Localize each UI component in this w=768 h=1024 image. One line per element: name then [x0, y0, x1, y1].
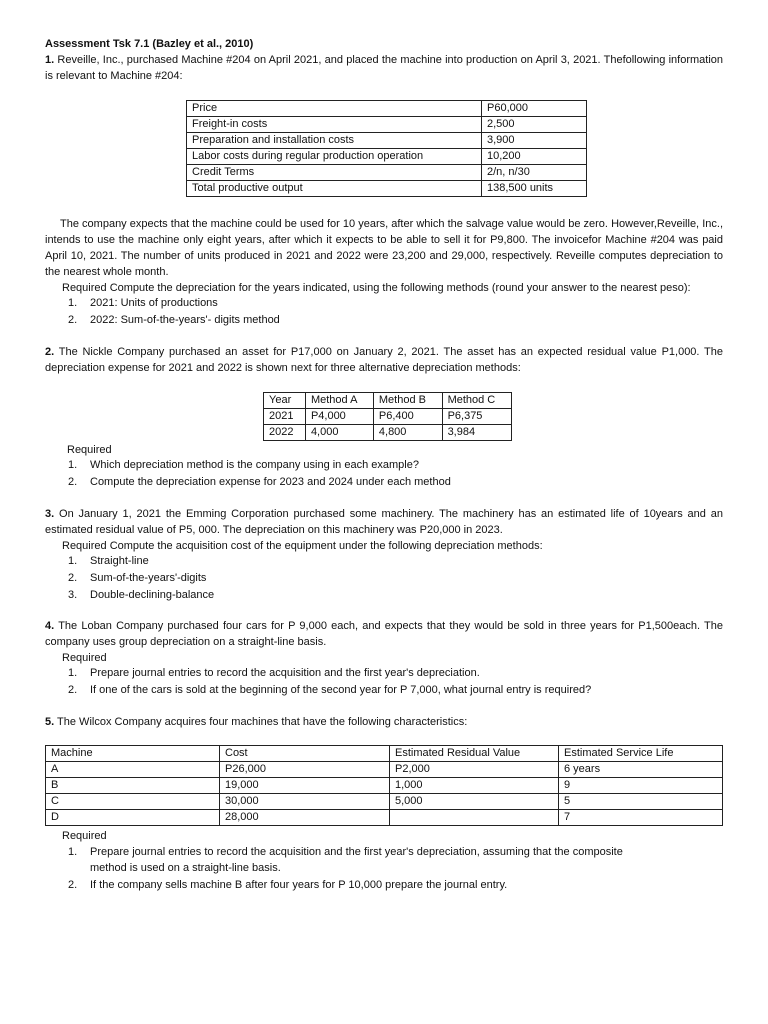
table-cell: P26,000 — [220, 762, 390, 778]
table-row — [46, 794, 723, 810]
q2-number: 2. — [45, 346, 55, 358]
q4-intro-text: The Loban Company purchased four cars for P 9,000 each, and expects that they would be sold in three years for P1,500each. The company uses group depreciation on a straight-line basis. — [45, 620, 724, 648]
table-cell: 3,984 — [442, 425, 511, 441]
table-cell: Total productive output — [187, 181, 482, 197]
table-cell: 9 — [559, 778, 723, 794]
table-row — [264, 393, 512, 409]
page-title: Assessment Tsk 7.1 (Bazley et al., 2010) — [45, 38, 254, 50]
table-header: Machine — [46, 746, 220, 762]
table-cell: 2/n, n/30 — [482, 165, 587, 181]
q2-intro-text: The Nickle Company purchased an asset for P17,000 on January 2, 2021. The asset has an expected residual value P1,000. The depreciation expense for 2021 and 2022 is shown next for three alternative depreciation methods: — [45, 346, 724, 374]
table-row — [46, 778, 723, 794]
q2-table — [263, 392, 512, 441]
q1-intro — [45, 52, 723, 84]
list-item: 1. Which depreciation method is the company using in each example? — [68, 459, 419, 471]
list-item: 2. If one of the cars is sold at the beginning of the second year for P 7,000, what journal entry is required? — [68, 684, 592, 696]
table-cell: A — [46, 762, 220, 778]
list-item: 1. 2021: Units of productions — [68, 297, 218, 309]
q1-list — [45, 295, 723, 329]
list-item: 3. Double-declining-balance — [68, 589, 215, 601]
table-cell: 2021 — [264, 409, 306, 425]
table-row — [46, 762, 723, 778]
q5-intro — [45, 714, 723, 730]
table-cell: P60,000 — [482, 101, 587, 117]
table-cell — [390, 810, 559, 826]
q5-list — [45, 844, 723, 894]
q2-list — [45, 457, 723, 491]
list-item: 1. Straight-line — [68, 555, 149, 567]
table-cell: D — [46, 810, 220, 826]
table-cell: P2,000 — [390, 762, 559, 778]
table-row — [46, 810, 723, 826]
table-cell: 5,000 — [390, 794, 559, 810]
table-cell: B — [46, 778, 220, 794]
table-cell: 6 years — [559, 762, 723, 778]
table-row — [187, 133, 587, 149]
q4-required: Required — [62, 652, 107, 664]
q3-number: 3. — [45, 508, 55, 520]
table-row — [187, 181, 587, 197]
q5-table — [45, 745, 723, 826]
q3-required: Required Compute the acquisition cost of the equipment under the following depreciation methods: — [62, 540, 543, 552]
q2-required: Required — [67, 444, 112, 456]
table-cell: 3,900 — [482, 133, 587, 149]
q3-list — [45, 553, 723, 604]
table-row — [187, 101, 587, 117]
list-item: 2. If the company sells machine B after four years for P 10,000 prepare the journal entry. — [68, 879, 508, 891]
table-cell: Credit Terms — [187, 165, 482, 181]
table-row — [187, 149, 587, 165]
table-cell: 10,200 — [482, 149, 587, 165]
table-row — [187, 165, 587, 181]
q5-number: 5. — [45, 716, 55, 728]
table-cell: 5 — [559, 794, 723, 810]
table-cell: 4,800 — [373, 425, 442, 441]
q3-intro-text: On January 1, 2021 the Emming Corporation purchased some machinery. The machinery has an estimated life of 10years and an estimated residual value of P5, 000. The depreciation on this machinery was P20,000 in 2023. — [45, 508, 723, 536]
table-cell: P4,000 — [305, 409, 373, 425]
q1-required: Required Compute the depreciation for the years indicated, using the following methods (round your answer to the nearest peso): — [62, 282, 691, 294]
table-cell: P6,375 — [442, 409, 511, 425]
list-item: 1. Prepare journal entries to record the acquisition and the first year's depreciation. — [68, 667, 480, 679]
list-item: 2. 2022: Sum-of-the-years'- digits method — [68, 314, 280, 326]
table-header: Estimated Service Life — [559, 746, 723, 762]
table-cell: 7 — [559, 810, 723, 826]
table-cell: P6,400 — [373, 409, 442, 425]
table-row — [264, 409, 512, 425]
list-item-continuation: method is used on a straight-line basis. — [90, 862, 281, 874]
table-header: Estimated Residual Value — [390, 746, 559, 762]
list-item: 1. Prepare journal entries to record the acquisition and the first year's depreciation, assuming that the composite — [68, 846, 623, 858]
q2-intro — [45, 344, 723, 376]
q5-intro-text: The Wilcox Company acquires four machines that have the following characteristics: — [57, 716, 468, 728]
table-cell: 28,000 — [220, 810, 390, 826]
table-cell: 19,000 — [220, 778, 390, 794]
table-header: Method A — [305, 393, 373, 409]
table-header: Cost — [220, 746, 390, 762]
table-row — [187, 117, 587, 133]
table-header: Method B — [373, 393, 442, 409]
table-cell: 138,500 units — [482, 181, 587, 197]
q3-intro — [45, 506, 723, 538]
table-row — [264, 425, 512, 441]
table-cell: Preparation and installation costs — [187, 133, 482, 149]
q1-paragraph: The company expects that the machine could be used for 10 years, after which the salvage value would be zero. However,Reveille, Inc., intends to use the machine only eight years, after which it expects to be able to sell it for P9,800. The invoicefor Machine #204 was paid April 10, 2021. The number of units produced in 2021 and 2022 were 23,200 and 29,000, respectively. Reveille computes depreciation to the nearest whole month. — [45, 218, 723, 278]
list-item: 2. Compute the depreciation expense for 2023 and 2024 under each method — [68, 476, 451, 488]
q4-list — [45, 665, 723, 699]
q1-table — [186, 100, 587, 197]
q1-number: 1. — [45, 54, 55, 66]
table-cell: 4,000 — [305, 425, 373, 441]
table-cell: 30,000 — [220, 794, 390, 810]
table-header: Method C — [442, 393, 511, 409]
list-item: 2. Sum-of-the-years'-digits — [68, 572, 207, 584]
q4-number: 4. — [45, 620, 55, 632]
table-header: Year — [264, 393, 306, 409]
table-cell: Freight-in costs — [187, 117, 482, 133]
q4-intro — [45, 618, 723, 650]
table-cell: 2,500 — [482, 117, 587, 133]
table-cell: C — [46, 794, 220, 810]
q5-required: Required — [62, 830, 107, 842]
table-row — [46, 746, 723, 762]
table-cell: Labor costs during regular production operation — [187, 149, 482, 165]
q1-intro-text: Reveille, Inc., purchased Machine #204 on April 2021, and placed the machine into production on April 3, 2021. Thefollowing information is relevant to Machine #204: — [45, 54, 723, 82]
table-cell: 2022 — [264, 425, 306, 441]
table-cell: 1,000 — [390, 778, 559, 794]
table-cell: Price — [187, 101, 482, 117]
